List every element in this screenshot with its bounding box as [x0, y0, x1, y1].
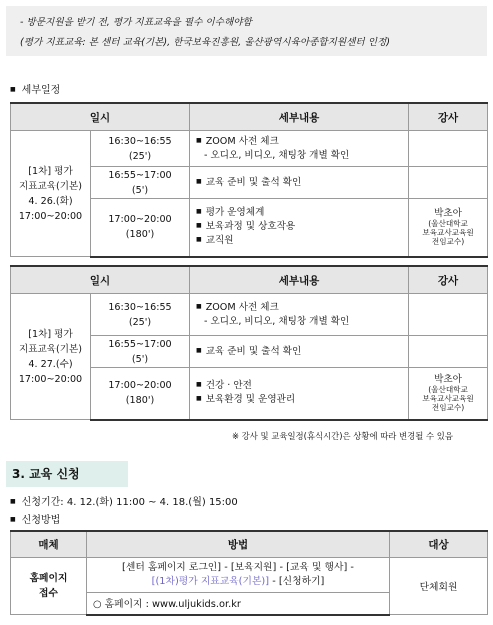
instructor-empty	[409, 336, 488, 368]
session-subtitle: 지표교육(기본)	[18, 180, 83, 192]
detail-cell	[190, 368, 409, 420]
instructor-empty	[409, 131, 488, 167]
schedule-heading: ■ 세부일정	[10, 81, 60, 96]
apply-header-method: 방법	[87, 531, 390, 558]
time-cell	[91, 368, 190, 420]
detail-item: ■ 건강 · 안전	[196, 379, 408, 393]
time-range: 17:00~20:00	[108, 214, 172, 226]
detail-item: ■ ZOOM 사전 체크	[196, 135, 408, 149]
duration: (25')	[128, 316, 152, 328]
notice-line-1: - 방문지원을 받기 전, 평가 지표교육을 필수 이수해야함	[20, 17, 252, 28]
instructor-affil: 전임교수)	[431, 403, 465, 413]
session-time: 17:00~20:00	[18, 373, 83, 385]
apply-target-cell	[390, 558, 488, 615]
session-title: [1차] 평가	[28, 165, 73, 177]
apply-method-cell	[87, 558, 390, 593]
session-time: 17:00~20:00	[18, 210, 83, 222]
instructor-cell	[409, 368, 488, 420]
detail-item: ■ 보육환경 및 운영관리	[196, 393, 408, 407]
time-cell	[91, 131, 190, 167]
duration: (5')	[131, 353, 149, 365]
homepage-cell	[87, 593, 390, 615]
instructor-affil: 보육교사교육원	[422, 394, 474, 404]
time-range: 16:30~16:55	[108, 301, 172, 313]
schedule-table-2	[10, 265, 488, 421]
detail-item: ■ ZOOM 사전 체크	[196, 301, 408, 315]
section-title: 3. 교육 신청	[6, 461, 128, 487]
time-cell	[91, 294, 190, 336]
notice-line-2: (평가 지표교육: 본 센터 교육(기본), 한국보육진흥원, 울산광역시육아종합지원센터 인정)	[20, 37, 391, 48]
session-cell	[11, 131, 91, 257]
session-date: 4. 26.(화)	[28, 195, 73, 207]
apply-method-rest: - [신청하기]	[269, 576, 325, 587]
instructor-cell	[409, 199, 488, 257]
session-cell	[11, 294, 91, 420]
session-title: [1차] 평가	[28, 328, 73, 340]
header-details: 세부내용	[190, 103, 409, 131]
time-cell	[91, 167, 190, 199]
footnote: ※ 강사 및 교육일정(휴식시간)은 상황에 따라 변경될 수 있음	[232, 431, 453, 441]
detail-cell	[190, 131, 409, 167]
detail-cell	[190, 167, 409, 199]
time-range: 16:55~17:00	[108, 338, 172, 350]
homepage-link[interactable]: ○ 홈페이지 : www.uljukids.or.kr	[93, 599, 241, 611]
detail-sub: - 오디오, 비디오, 채팅창 개별 확인	[204, 316, 350, 327]
detail-item: ■ 평가 운영체계	[196, 206, 408, 220]
header-datetime: 일시	[11, 266, 190, 294]
instructor-name: 박초아	[434, 208, 462, 220]
notice-box	[6, 6, 487, 56]
apply-medium-cell	[11, 558, 87, 615]
detail-cell	[190, 336, 409, 368]
apply-header-medium: 매체	[11, 531, 87, 558]
duration: (180')	[125, 395, 155, 407]
detail-item: ■ 보육과정 및 상호작용	[196, 220, 408, 234]
instructor-affil: 보육교사교육원	[422, 228, 474, 238]
header-datetime: 일시	[11, 103, 190, 131]
header-details: 세부내용	[190, 266, 409, 294]
apply-medium-sub: 접수	[39, 588, 58, 599]
duration: (25')	[128, 150, 152, 162]
apply-medium: 홈페이지	[29, 573, 68, 584]
apply-method-label: ■ 신청방법	[10, 511, 60, 526]
time-range: 16:30~16:55	[108, 135, 172, 147]
schedule-table-1	[10, 102, 488, 258]
instructor-affil: (울산대학교	[428, 385, 468, 395]
instructor-affil: (울산대학교	[428, 219, 468, 229]
apply-target: 단체회원	[419, 582, 458, 593]
time-range: 16:55~17:00	[108, 169, 172, 181]
instructor-empty	[409, 294, 488, 336]
detail-cell	[190, 199, 409, 257]
instructor-empty	[409, 167, 488, 199]
apply-method-course: [(1차)평가 지표교육(기본)]	[151, 576, 270, 587]
apply-method-line: [센터 홈페이지 로그인] - [보육지원] - [교육 및 행사] -	[122, 562, 354, 573]
detail-sub: - 오디오, 비디오, 채팅창 개별 확인	[204, 150, 350, 161]
apply-method-line-2	[88, 575, 388, 589]
detail-item: ■ 교직원	[196, 234, 408, 248]
apply-period: ■ 신청기간: 4. 12.(화) 11:00 ~ 4. 18.(월) 15:00	[10, 493, 238, 508]
detail-item: ■ 교육 준비 및 출석 확인	[196, 176, 408, 190]
detail-item: ■ 교육 준비 및 출석 확인	[196, 345, 408, 359]
time-cell	[91, 199, 190, 257]
apply-header-target: 대상	[390, 531, 488, 558]
session-date: 4. 27.(수)	[28, 358, 73, 370]
header-instructor: 강사	[409, 103, 488, 131]
duration: (180')	[125, 229, 155, 241]
apply-table	[10, 530, 488, 616]
time-cell	[91, 336, 190, 368]
detail-cell	[190, 294, 409, 336]
duration: (5')	[131, 184, 149, 196]
instructor-name: 박초아	[434, 374, 462, 386]
session-subtitle: 지표교육(기본)	[18, 343, 83, 355]
instructor-affil: 전임교수)	[431, 237, 465, 247]
header-instructor: 강사	[409, 266, 488, 294]
time-range: 17:00~20:00	[108, 380, 172, 392]
